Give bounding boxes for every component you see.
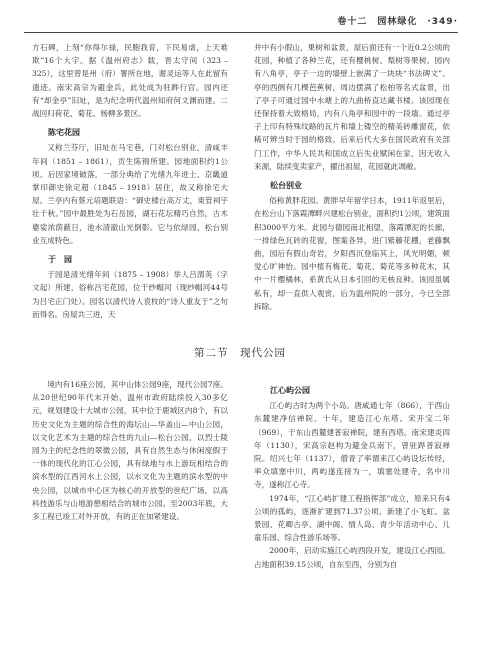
- paragraph: 2000年，启动实施江心屿西段开发，建设江心西园。占地面积39.15公顷，自东至西，分别为自: [254, 546, 450, 569]
- subheading-songtai: 松台别业: [270, 181, 302, 191]
- paragraph: 江心屿古时为两个小岛。唐咸通七年（866），于西山东麓建净信禅院。十年，建造江心东塔。宋开宝二年（969），于东山西麓建普寂禅院，建有西塔。南宋建炎四年（1130），宋高宗赵构为避金兵南下，曾驻跸普寂禅院。绍兴七年（1137），僧青了率谓来江心屿设坛传经，率众填塞中川，两屿遂连接为一，填塞处建寺，名中川寺，遂称江心寺。: [254, 401, 450, 490]
- subheading-jiangxinyu: 江心屿公园: [270, 386, 310, 395]
- running-header: 卷十二 园林绿化 ·349·: [337, 17, 458, 27]
- paragraph: 又称兰芬厅，旧址在马宅巷，门对松台别业，清咸丰年间（1851 – 1861），贡生陈锦所建。园地面积约1公顷。后因家境破落，一部分典给了光绪九年进士、京畿道掌印御史徐定超（1845 – 1918）居住，故又称徐宅大屋。兰亭内有蔡元培题联语：“御史楼台高万丈，東管祠宇壮千秋。”园中最胜处为石岳园，湖石花坛精巧自然，古木婆娑浓荫蔽日，池水清澈山光倒影。它与依绿园、松台别业互成特色。: [32, 143, 228, 245]
- column-3: [32, 378, 228, 523]
- section-title: 第二节 现代公园: [194, 347, 286, 359]
- column-2: [254, 41, 450, 313]
- paragraph: 方石碑，上刻“你得尔禄，民胞我育，下民易虐，上天难欺”16个大字。据《温州府志》载，晋太守间（323 – 325），这里曾是州（府）署所在地，谢灵运等人在此留有遗迹。南宋高宗为避金兵，此处成为驻跸行宫。园内还有“却金亭”旧址，是为纪念明代温州知府何文渊而建。二战回归荷花、菊花、杨柳多景区。: [32, 43, 228, 119]
- subheading-chen-garden: 陈宅花园: [48, 128, 80, 138]
- column-4: [254, 378, 450, 571]
- paragraph: 俗称黄胖花园。黄胖早年留学日本，1911年返里后，在松台山下落霞潭畔兴建松台别业，面积约1公顷，建筑面积3000平方米。此园与德园南北相望，落霞潭泥的长廊，一排绿色瓦砖的花窗，图案各异，进门紫藤花棚，老藤飘曲，园后有假山奇岩，夕阳西沉登临其上，风光明媚，顿觉心旷神怡。园中植有梅花、菊花、菊花等多种花木，其中一片樱橘林，系黄氏从日本引回的无核良种。该园虽属私有，却一直供人观赏，后为温州院的一部分，今已全部拆除。: [254, 196, 450, 311]
- column-1: [32, 41, 228, 321]
- subheading-yu-garden: 于 园: [48, 255, 72, 265]
- paragraph: 井中有小假山，果树和盆景，屋后面还有一个近0.2公顷的花园，种植了各种兰花，还有樱桃树、梨树等果树。园内有八角亭，亭子一边的墙壁上嵌满了一块块“书法碑文”。亭的西侧有几棵芭蕉树，周边摆满了松柏等名式盆景，出了亭子可通过园中水塘上的九曲桥直达藏书楼。该园现在还保持着大致格局，内有八角亭和园中的一段墙。通过亭子上印有特殊纹路的瓦片和墙上镂空的精美砖雕窗花，依稀可辨当时于园的格致。后来后代大多在国民政府有关部门工作，中华人民共和国成立后失业赋闲在家，因无收入来源，陆续变卖家产，擢出祖屋，花园就此凋敝。: [254, 43, 450, 171]
- paragraph: 1974年，“江心屿扩建工程指挥部”成立，原来只有4公顷的孤屿，逐渐扩建到71.37公顷。新建了小飞虹、盆景园、花卿古亭、湖中阁、情人岛、青少年活动中心、儿童乐园、综合性游乐场等。: [254, 493, 450, 543]
- paragraph: 境内有16座公园，其中山体公园9座，现代公园7座。从20世纪90年代末开始，温州市政府陆续投入30多亿元，规划建设十大城市公园，其中位于鹿城区内8个，有以历史文化为主题的综合性的海坛山—华盖山—中山公园，以文化艺术为主题的综合性的九山—松台公园，以烈士陵园为主的纪念性的翠微公园，具有自然生态与休闲度假于一体的现代化的江心公园，具有绿地与水上游玩相结合的滨水型的江西河水上公园，以水文化为主题的滨水型的中央公园，以城市中心区为核心的开放型的世纪广场，以高科技游乐与山地游憩相结合的城市公园。至2003年底，大多工程已竣工对外开放，有的正在加紧建设。: [32, 380, 228, 522]
- paragraph: 于园是清光绪年间（1875 – 1908）举人吕渭英（字文起）所建，俗称吕宅花园，位于纱帽河（现纱帽河44号为吕宅正门处）。园名以清代诗人袁枚的“诗人重友于”之句而得名。房屋共三进，天: [32, 270, 228, 319]
- page-header: [24, 12, 458, 33]
